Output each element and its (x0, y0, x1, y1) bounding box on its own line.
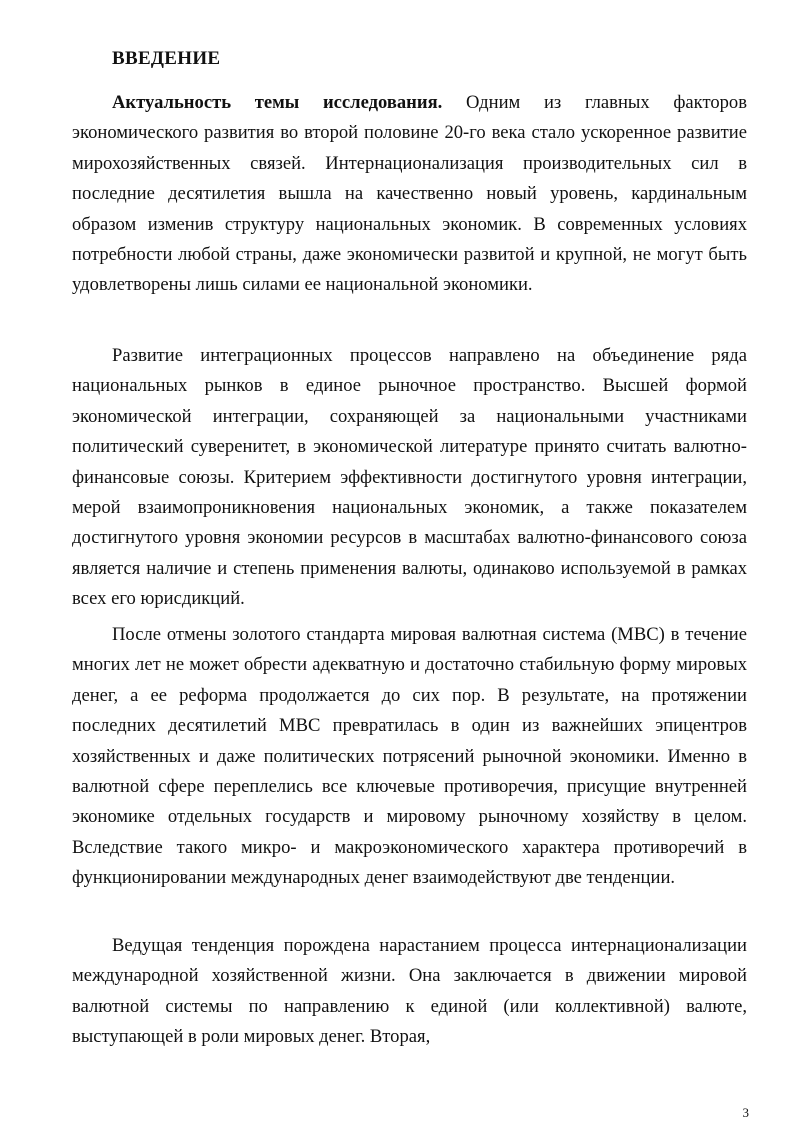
page-number: 3 (742, 1105, 749, 1120)
paragraph-text: Одним из главных факторов экономического развития во второй половине 20-го века стало ускоренное развитие мирохозяйственных связей. Интернационализация производительных сил в последние десятилетия вышла на качественно новый уровень, кардинальным образом изменив структуру национальных экономик. В современных условиях потребности любой страны, даже экономически развитой и крупной, не могут быть удовлетворены лишь силами ее национальной экономики. (72, 92, 747, 296)
paragraph-text: Развитие интеграционных процессов направлено на объединение ряда национальных рынков в единое рыночное пространство. Высшей формой экономической интеграции, сохраняющей за национальными участниками политический суверенитет, в экономической литературе принято считать валютно-финансовые союзы. Критерием эффективности достигнутого уровня интеграции, мерой взаимопроникновения национальных экономик, а также показателем достигнутого уровня экономии ресурсов в масштабах валютно-финансового союза является наличие и степень применения валюты, одинаково используемой в рамках всех его юрисдикций. (72, 345, 747, 610)
paragraph-relevance (72, 88, 747, 301)
paragraph-leading-tendency (72, 931, 747, 1053)
paragraph-monetary-system (72, 620, 747, 894)
paragraph-integration (72, 341, 747, 615)
paragraph-text: После отмены золотого стандарта мировая валютная система (МВС) в течение многих лет не может обрести адекватную и достаточно стабильную форму мировых денег, а ее реформа продолжается до сих пор. В результате, на протяжении последних десятилетий МВС превратилась в один из важнейших эпицентров хозяйственных и даже политических потрясений рыночной экономики. Именно в валютной сфере переплелись все ключевые противоречия, присущие внутренней экономике отдельных государств и мировому рыночному хозяйству в целом. Вследствие такого микро- и макроэкономического характера противоречий в функционировании международных денег взаимодействуют две тенденции. (72, 624, 747, 889)
paragraph-lead-title: Актуальность темы исследования. (112, 92, 443, 113)
paragraph-text: Ведущая тенденция порождена нарастанием процесса интернационализации международной хозяйственной жизни. Она заключается в движении мировой валютной системы по направлению к единой (или коллективной) валюте, выступающей в роли мировых денег. Вторая, (72, 935, 747, 1048)
section-heading: ВВЕДЕНИЕ (112, 48, 221, 69)
